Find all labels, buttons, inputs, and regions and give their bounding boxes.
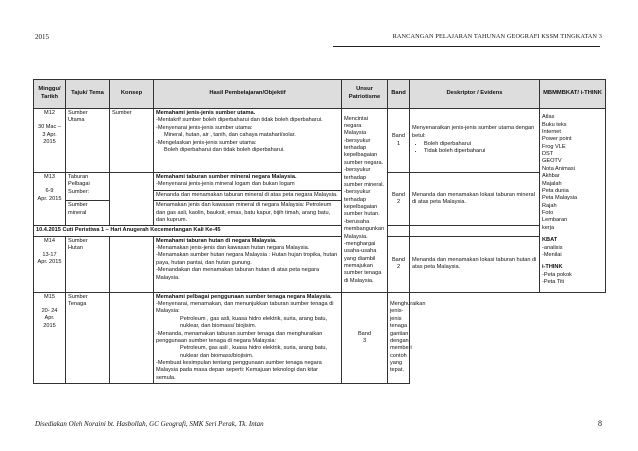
mbm-item: Internet [542, 128, 561, 135]
outcome-title: Memahami pelbagai penggunaan sumber tenaga negara Malaysia. [156, 293, 332, 300]
page-number: 8 [598, 419, 602, 428]
week-date: 6-9 [45, 188, 54, 195]
outcome-cell: Menamakan jenis dan kawasan mineral di negara Malaysia: Petroleum dan gas asli, kaolin, bauksit, emas, batu kapur, bijih timah, arang batu, dan kuprum. [154, 201, 342, 226]
theme-text: Sumber [68, 293, 88, 300]
outcome-cell [154, 292, 342, 384]
mbm-item: Atlas [542, 114, 555, 121]
theme-text: Sumber [68, 110, 88, 116]
mbm-item: kerja [542, 224, 555, 231]
theme-cell [66, 201, 110, 226]
band-cell [388, 226, 410, 236]
outcome-line: Boleh diperbaharui dan tidak boleh diperbaharui. [164, 146, 285, 153]
band-cell [388, 236, 410, 292]
mbm-item: Peta dunia [542, 187, 569, 194]
week-date: Apr. 2015 [37, 195, 62, 202]
theme-text: Sumber [68, 202, 88, 209]
band-number: 2 [396, 199, 401, 206]
week-number: M15 [44, 293, 55, 300]
table-row [34, 173, 606, 191]
col-band-header: Band [388, 80, 410, 109]
week-number: M13 [44, 174, 55, 180]
outcome-title: Memahami taburan sumber mineral negara Malaysia. [156, 174, 297, 180]
mbm-item: Buku teks [542, 121, 567, 128]
week-cell [34, 292, 66, 384]
theme-text: Tenaga [68, 301, 87, 307]
mbm-cell [540, 109, 606, 293]
theme-text: Sumber [68, 237, 88, 244]
outcome-line: -Membuat kesimpulan tentang penggunaan sumber tenaga negara Malaysia pada masa depan seperti: Kemajuan teknologi dan kitar semula. [156, 360, 322, 381]
descriptor-cell [410, 226, 540, 236]
descriptor-list [412, 141, 537, 156]
concept-cell [110, 292, 154, 384]
outcome-line: -Menyenarai jenis-jenis mineral logam dan bukan logam [156, 181, 295, 188]
ithink-title: i-THINK [542, 264, 563, 271]
outcome-line: -Mentakrif sumber boleh diperbaharui dan tidak boleh diperbaharui. [156, 117, 323, 124]
patriotism-line: -menghargai usaha-usaha yang diambil memajukan sumber tenaga di Malaysia. [344, 240, 382, 284]
footer-credit: Disediakan Oleh Noraini bt. Hasbollah, GC Geografi, SMK Seri Perak, Tk. Intan [35, 420, 264, 428]
kbat-item: -analisis [542, 244, 563, 251]
col-concept-header: Konsep [110, 80, 154, 109]
outcome-line: -Menamakan sumber hutan negara Malaysia : Hutan hujan tropika, hutan paya, hutan pantai, dan hutan gunung. [156, 252, 338, 266]
mbm-item: Peta Malaysia [542, 195, 578, 202]
band-cell [342, 292, 388, 384]
outcome-line: -Menamakan jenis-jenis dan kawasan hutan negara Malaysia. [156, 245, 310, 251]
header-rule [333, 46, 600, 47]
outcome-title: Memahami taburan hutan di negara Malaysia. [156, 237, 277, 244]
mbm-item: Rajah [542, 202, 557, 209]
mbm-item: Akhbar [542, 173, 560, 180]
patriotism-line: -bersyukur terhadap sumber mineral. [344, 167, 385, 188]
col-mbm-header: MBMMBKAT/ i-THINK [540, 80, 606, 109]
outcome-line: -Menandakan dan menamakan taburan hutan di atas peta negara Malaysia. [156, 267, 319, 281]
mbm-item: Frog VLE [542, 143, 566, 150]
mbm-item: Nota Animasi [542, 165, 575, 172]
descriptor-bullet: • Tidak boleh diperbaharui [424, 148, 537, 155]
col-outcome-header: Hasil Pembelajaran/Objektif [154, 80, 342, 109]
descriptor-cell: Menanda dan menamakan lokasi taburan hutan di atas peta Malaysia. [410, 236, 540, 292]
descriptor-cell: Menanda dan menamakan lokasi taburan mineral di atas peta Malaysia. [410, 173, 540, 226]
week-cell [34, 109, 66, 173]
theme-text: Taburan [68, 174, 89, 180]
section-row [34, 226, 606, 236]
patriotism-cell [342, 109, 388, 293]
table-row [34, 236, 606, 292]
header-year: 2015 [35, 33, 49, 41]
theme-text: Pelbagai [68, 181, 90, 188]
descriptor-cell [410, 109, 540, 173]
week-date: 3 Apr. [42, 131, 57, 138]
week-date: Apr. [44, 315, 55, 322]
band-number: 1 [396, 140, 401, 147]
header-title: RANCANGAN PELAJARAN TAHUNAN GEOGRAFI KSSM TINGKATAN 3 [392, 33, 602, 40]
mbm-item: Lembaran [542, 217, 568, 224]
band-number: 2 [396, 264, 401, 271]
week-cell [34, 236, 66, 292]
band-label: Band [357, 330, 372, 337]
kbat-title: KBAT [542, 237, 558, 244]
concept-cell: Sumber [110, 109, 154, 173]
kbat-item: -Menilai [542, 251, 562, 258]
col-theme-header: Tajuk/ Tema [66, 80, 110, 109]
outcome-cell: Menanda dan menamakan taburan mineral di atas peta negara Malaysia. [154, 190, 342, 200]
descriptor-bullet: • Boleh diperbaharui [424, 141, 537, 148]
outcome-cell [154, 173, 342, 191]
week-date: 30 Mac – [37, 124, 61, 131]
theme-cell [66, 292, 110, 384]
theme-cell [66, 109, 110, 173]
concept-cell [110, 236, 154, 292]
table-row [34, 292, 606, 384]
mbm-item: Majalah [542, 180, 562, 187]
ithink-item: -Peta Titi [542, 279, 565, 286]
week-date: 13-17 [42, 252, 57, 258]
mbm-item: Power point [542, 136, 572, 143]
band-label: Band [391, 133, 406, 140]
mbm-item: Foto [542, 210, 554, 217]
outcome-line: -Menanda, menamakan taburan sumber tenaga dan menghuraikan penggunaan sumber tenaga di negara Malaysia: [156, 330, 323, 344]
outcome-line: -Mengelaskan jenis-jenis sumber utama: [156, 139, 257, 146]
outcome-line: Petroleum , gas asli, kuasa hidro elektrik, suria, arang batu, nuklear, dan biomass/ biojisim. [180, 315, 328, 330]
theme-text: mineral [68, 209, 87, 216]
band-label: Band [391, 191, 406, 198]
band-label: Band [391, 256, 406, 263]
mbm-item: DST [542, 151, 554, 158]
outcome-line: -Menyenarai, menamakan, dan menunjukkan taburan sumber tenaga di Malaysia: [156, 301, 334, 315]
col-patriotism-header: Unsur Patriotisme [342, 80, 388, 109]
outcome-title: Memahami jenis-jenis sumber utama. [156, 110, 256, 116]
outcome-line: Mineral, hutan, air , tanih, dan cahaya matahari/solar. [164, 132, 296, 139]
week-date: 2015 [43, 322, 56, 329]
week-date: 20- 24 [41, 308, 58, 314]
patriotism-line: Mencintai negara Malaysia [344, 115, 368, 137]
theme-cell [66, 173, 110, 201]
patriotism-line: -bersyukur terhadap kepelbagaian sumber hutan. [344, 189, 380, 218]
mbm-item: GEOTV [542, 158, 562, 165]
week-date: 2015 [43, 139, 56, 146]
col-week-header: Minggu/ Tarikh [34, 80, 66, 109]
patriotism-line: -berusaha membangunkan Malaysia. [344, 218, 385, 240]
descriptor-text: Menyenaraikan jenis-jenis sumber utama dengan betul: [412, 125, 535, 139]
lesson-plan-table [33, 79, 606, 384]
band-number: 3 [362, 337, 367, 344]
theme-text: Sumber: [68, 188, 90, 195]
theme-text: Utama [68, 117, 85, 124]
week-number: M14 [44, 237, 55, 244]
outcome-cell [154, 109, 342, 173]
col-descriptor-header: Deskriptor / Evidens [410, 80, 540, 109]
table-row [34, 109, 606, 173]
outcome-line: Petroleum, gas asli , kuasa hidro elektrik, suria, arang batu, nuklear dan biomass/biojisim. [180, 345, 328, 359]
outcome-cell [154, 236, 342, 292]
week-date: Apr. 2015 [37, 259, 62, 266]
descriptor-cell: Menghuraikan jenis-jenis tenaga gantian dengan memberi contoh yang tepat. [388, 292, 410, 384]
header-row [34, 80, 606, 109]
concept-cell [110, 173, 154, 226]
holiday-note: 10.4.2015 Cuti Peristiwa 1 – Hari Anugerah Kecemerlangan Kali Ke-45 [34, 226, 342, 236]
ithink-item: -Peta pokok [542, 271, 572, 278]
band-cell [388, 173, 410, 226]
patriotism-line: -bersyukur terhadap kepelbagaian sumber negara. [344, 137, 384, 166]
band-cell [388, 109, 410, 173]
theme-cell [66, 236, 110, 292]
week-cell [34, 173, 66, 226]
week-number: M12 [44, 110, 55, 116]
theme-text: Hutan [68, 245, 83, 251]
outcome-line: -Menyenarai jenis-jenis sumber utama: [156, 124, 253, 131]
